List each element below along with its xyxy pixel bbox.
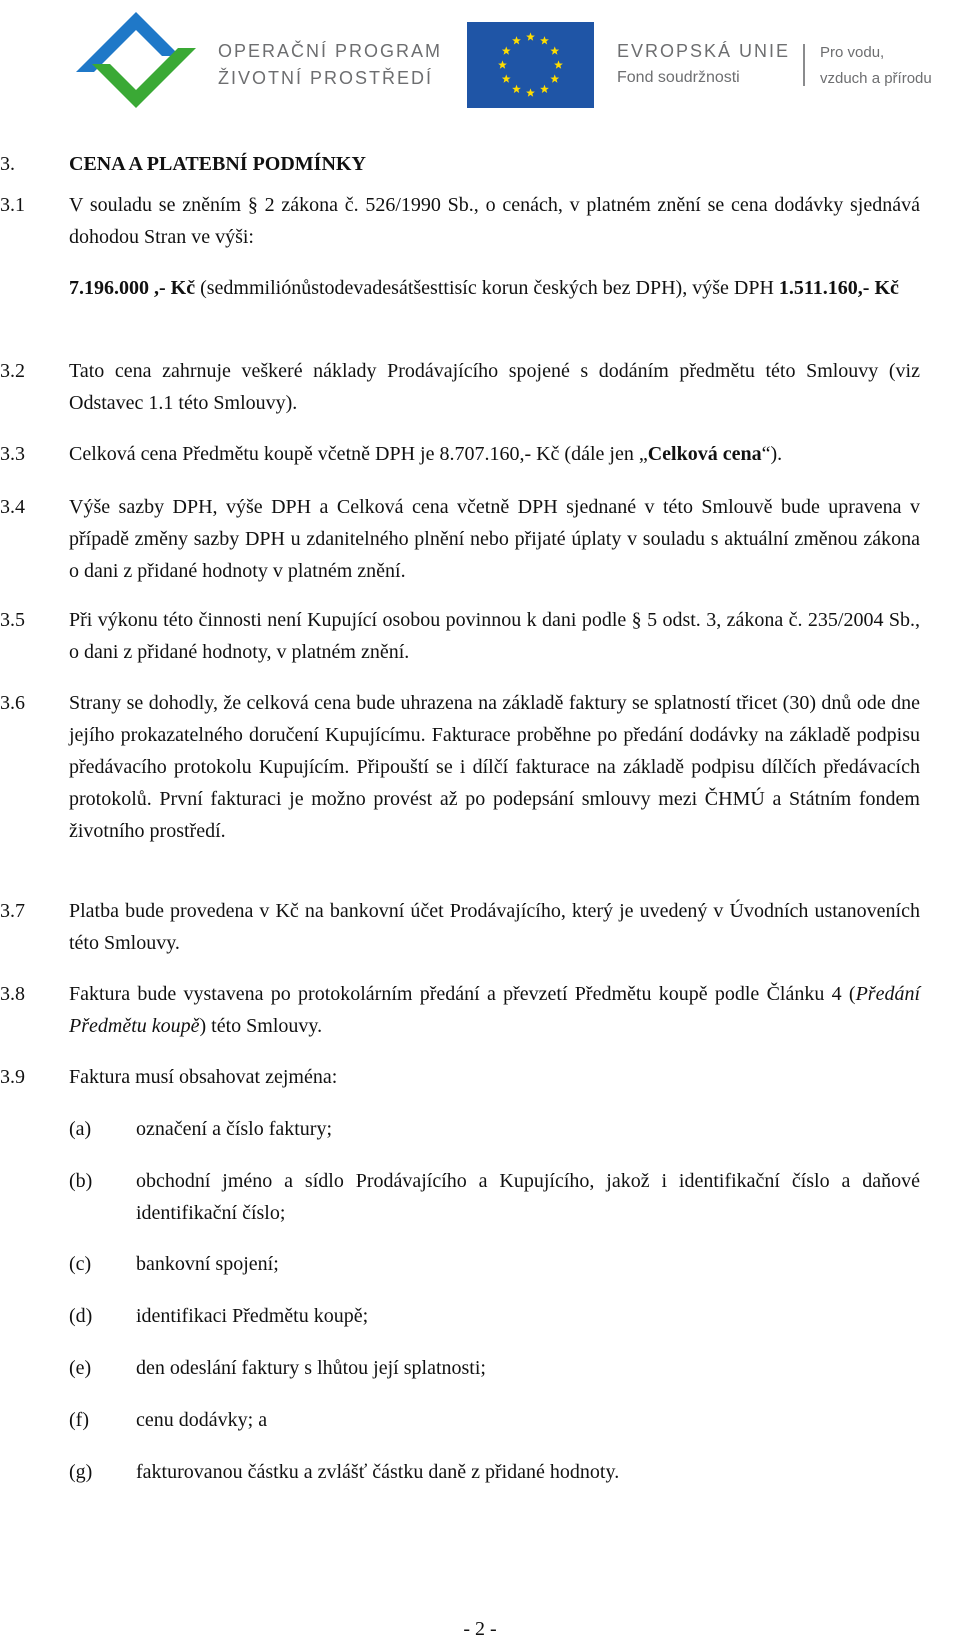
- price-words: (sedmmiliónůstodevadesátšesttisíc korun českých bez DPH), výše DPH: [195, 277, 779, 299]
- list-item-text: cenu dodávky; a: [136, 1409, 268, 1431]
- list-item-text: den odeslání faktury s lhůtou její splatnosti;: [136, 1357, 486, 1379]
- eu-line-1: EVROPSKÁ UNIE: [617, 41, 791, 61]
- clause-text: V souladu se zněním § 2 zákona č. 526/1990 Sb., o cenách, v platném znění se cena dodávky sjednává dohodou Stran ve výši:: [69, 194, 920, 248]
- list-item-text: identifikaci Předmětu koupě;: [136, 1305, 369, 1327]
- op-program-name: [218, 38, 442, 92]
- clause-text: [69, 978, 920, 1042]
- slogan-line-2: vzduch a přírodu: [820, 70, 932, 87]
- clause-text: [69, 438, 920, 470]
- clause-number: 3.9: [0, 1066, 25, 1088]
- clause-text: Strany se dohodly, že celková cena bude uhrazena na základě faktury se splatností třicet (30) dnů ode dne jejího prokazatelného doručení Kupujícímu. Fakturace proběhne po předání dodávky na základě podpisu předávacího protokolu Kupujícím. Připouští se i dílčí fakturace na základě podpisu dílčích předávacích protokolů. První fakturaci je možno provést až po podepsání smlouvy mezi ČHMÚ a Státním fondem životního prostředí.: [69, 692, 920, 842]
- section-title: CENA A PLATEBNÍ PODMÍNKY: [69, 153, 366, 175]
- clause-text: Tato cena zahrnuje veškeré náklady Prodávajícího spojené s dodáním předmětu této Smlouvy (viz Odstavec 1.1 této Smlouvy).: [69, 360, 920, 414]
- clause-text: Výše sazby DPH, výše DPH a Celková cena včetně DPH sjednané v této Smlouvě bude upravena v případě změny sazby DPH u zdanitelného plnění nebo přijaté úplaty v souladu s aktuální změnou zákona o dani z přidané hodnoty v platném znění.: [69, 496, 920, 582]
- slogan-line-1: Pro vodu,: [820, 44, 885, 61]
- clause-text: Faktura musí obsahovat zejména:: [69, 1066, 338, 1088]
- vat-amount: 1.511.160,- Kč: [778, 277, 899, 299]
- clause-text: Platba bude provedena v Kč na bankovní účet Prodávajícího, který je uvedený v Úvodních ustanoveních této Smlouvy.: [69, 900, 920, 954]
- defined-term: Celková cena: [647, 443, 762, 465]
- list-item-label: (c): [69, 1253, 92, 1275]
- header-slogan: [820, 40, 932, 92]
- clause-number: 3.7: [0, 900, 25, 922]
- clause-text: Při výkonu této činnosti není Kupující osobou povinnou k dani podle § 5 odst. 3, zákona č. 235/2004 Sb., o dani z přidané hodnoty, v platném znění.: [69, 609, 920, 663]
- page-number: - 2 -: [463, 1618, 497, 1640]
- section-number: 3.: [0, 153, 15, 175]
- list-item-label: (f): [69, 1409, 89, 1431]
- list-item-text: obchodní jméno a sídlo Prodávajícího a Kupujícího, jakož i identifikační číslo a daňové identifikační číslo;: [136, 1170, 920, 1224]
- clause-number: 3.2: [0, 360, 25, 382]
- list-item-label: (g): [69, 1461, 93, 1483]
- clause-number: 3.6: [0, 692, 25, 714]
- clause-number: 3.3: [0, 443, 25, 465]
- list-item-label: (d): [69, 1305, 93, 1327]
- clause-text-italic: Předání Předmětu koupě: [69, 983, 920, 1037]
- eu-fund-name: [617, 38, 790, 90]
- clause-text-after: “).: [761, 443, 783, 465]
- op-line-2: ŽIVOTNÍ PROSTŘEDÍ: [218, 68, 434, 88]
- eu-flag-icon: [467, 22, 594, 108]
- op-zp-logo-icon: [66, 10, 206, 110]
- list-item-text: bankovní spojení;: [136, 1253, 279, 1275]
- list-item-text: fakturovanou částku a zvlášť částku daně z přidané hodnoty.: [136, 1461, 620, 1483]
- page-header: [0, 0, 960, 120]
- price-text: [69, 272, 920, 304]
- price-amount: 7.196.000 ,- Kč: [69, 277, 196, 299]
- clause-text-before: Faktura bude vystavena po protokolárním předání a převzetí Předmětu koupě podle Článku 4 (: [69, 983, 856, 1005]
- clause-text-after: ) této Smlouvy.: [199, 1015, 323, 1037]
- clause-number: 3.1: [0, 194, 25, 216]
- clause-number: 3.4: [0, 496, 25, 518]
- list-item-text: označení a číslo faktury;: [136, 1118, 333, 1140]
- op-line-1: OPERAČNÍ PROGRAM: [218, 41, 443, 61]
- eu-line-2: Fond soudržnosti: [617, 69, 740, 86]
- clause-text-before: Celková cena Předmětu koupě včetně DPH je 8.707.160,- Kč (dále jen „: [69, 443, 648, 465]
- list-item-label: (e): [69, 1357, 92, 1379]
- list-item-label: (a): [69, 1118, 92, 1140]
- clause-number: 3.8: [0, 983, 25, 1005]
- clause-number: 3.5: [0, 609, 25, 631]
- header-divider: [803, 44, 805, 86]
- list-item-label: (b): [69, 1170, 93, 1192]
